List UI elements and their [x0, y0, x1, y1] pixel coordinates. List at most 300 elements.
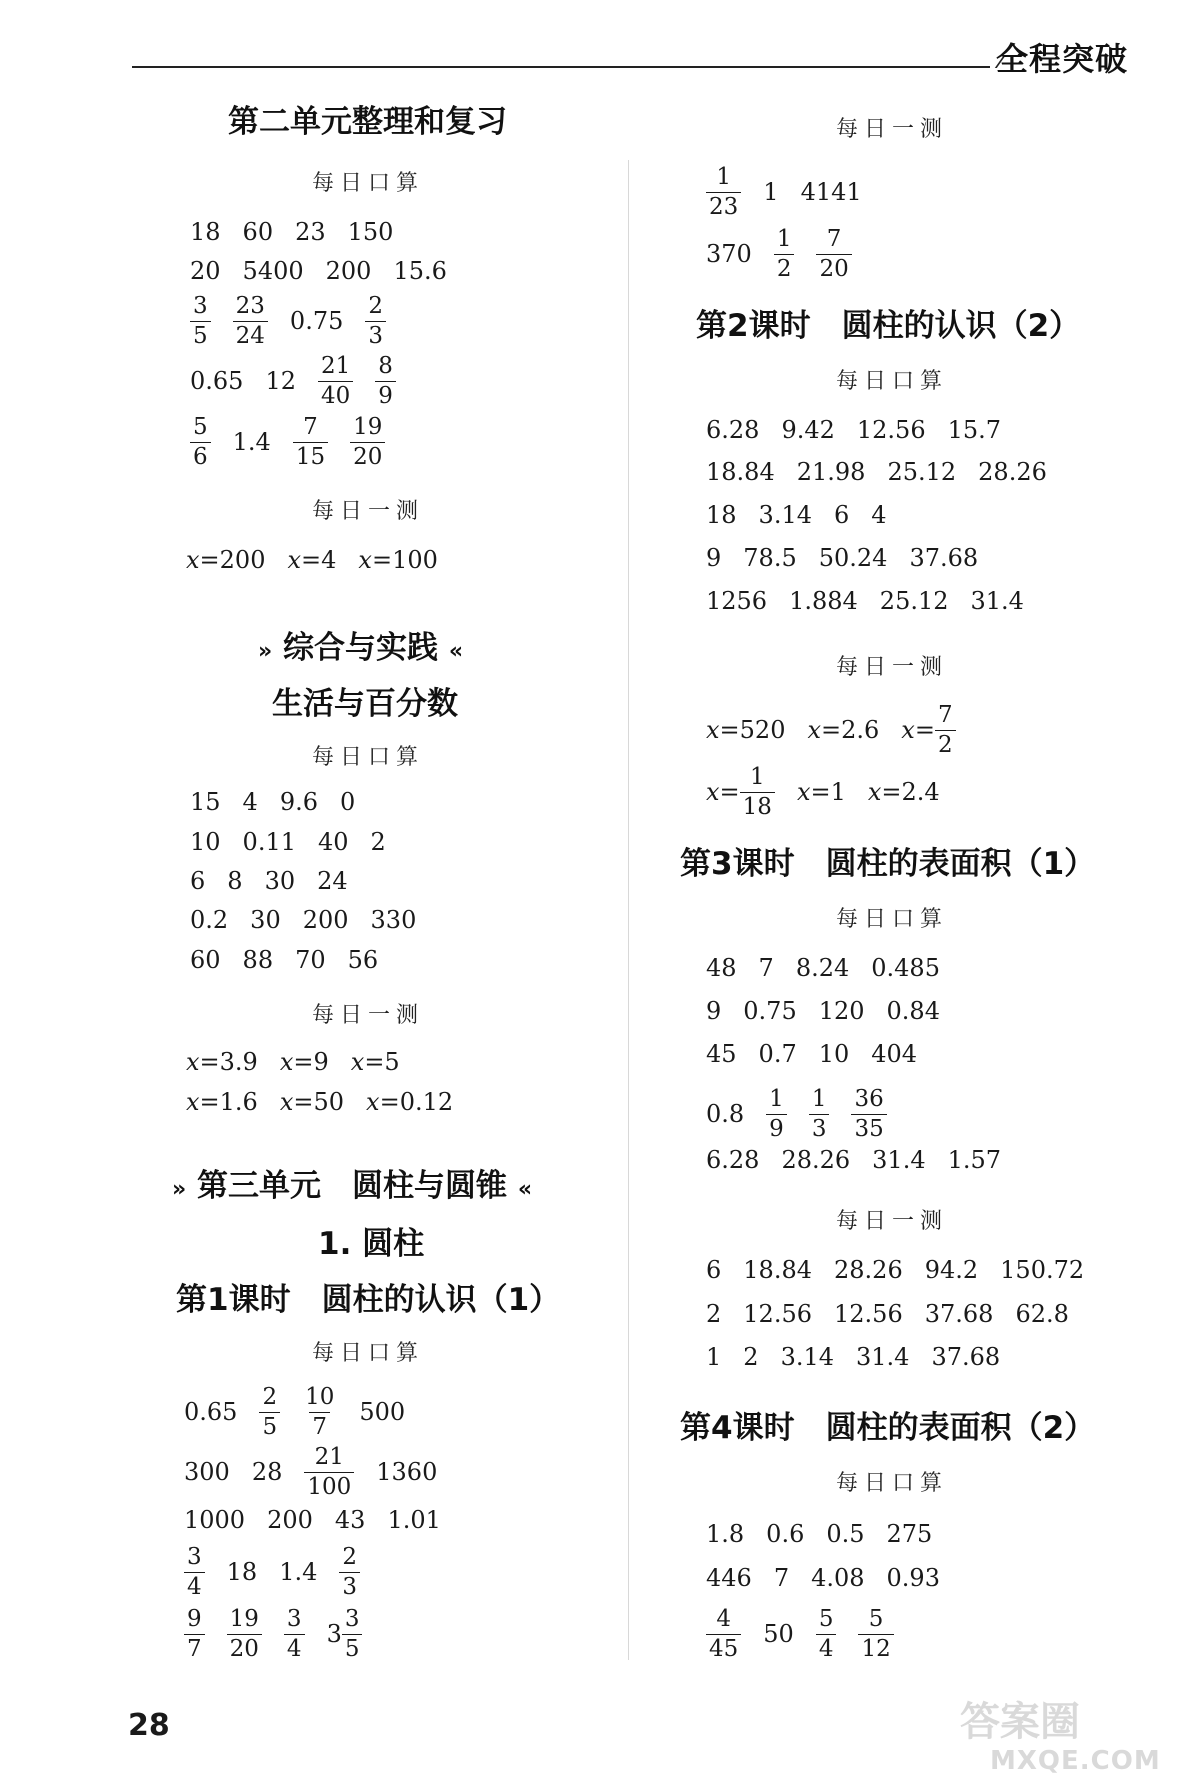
fraction	[809, 1085, 830, 1142]
fraction-stack	[816, 225, 851, 282]
header-rule	[132, 66, 990, 68]
fraction-stack	[706, 1605, 741, 1662]
fraction-denominator: 18	[740, 792, 775, 819]
fraction-numerator: 2	[262, 1383, 278, 1410]
answer-value: 6	[706, 1256, 722, 1284]
answer-row	[706, 1337, 1022, 1377]
answer-value: 10	[818, 1040, 850, 1068]
answer-value: 1360	[376, 1458, 438, 1486]
fraction	[375, 352, 396, 409]
fraction-numerator: 19	[353, 413, 383, 440]
subsection-label: 每日口算	[312, 171, 425, 196]
fraction-numerator: 19	[229, 1605, 259, 1632]
equation-value: 200	[219, 546, 266, 574]
answer-value: 23	[295, 218, 326, 246]
answer-value: 30	[264, 867, 296, 895]
equation-answer	[186, 1048, 258, 1076]
fraction-numerator: 36	[854, 1085, 884, 1112]
answer-row	[706, 1034, 939, 1074]
fraction	[184, 1543, 205, 1600]
fraction-denominator: 35	[851, 1114, 886, 1141]
answer-value: 500	[359, 1398, 406, 1426]
fraction	[284, 1605, 305, 1662]
answer-value: 60	[190, 946, 221, 974]
answer-value: 1.884	[789, 587, 858, 615]
answer-value: 1.01	[387, 1506, 441, 1534]
answer-value: 12.56	[856, 416, 926, 444]
fraction-denominator: 9	[375, 381, 396, 408]
equation-row	[706, 763, 962, 820]
fraction-stack	[816, 1605, 837, 1662]
answer-value: 18	[190, 218, 221, 246]
answer-row	[706, 991, 962, 1031]
fraction-stack	[284, 1605, 305, 1662]
fraction-stack	[302, 1383, 337, 1440]
variable-x: x	[807, 716, 822, 744]
answer-value: 446	[706, 1564, 752, 1592]
answer-value: 50.24	[818, 544, 888, 572]
lesson-title: 第2课时 圆柱的认识（2）	[696, 308, 1081, 344]
answer-value: 18.84	[706, 458, 775, 486]
answer-row	[706, 1294, 1091, 1334]
section-title-text: 第三单元 圆柱与圆锥	[197, 1168, 508, 1204]
answer-row	[190, 251, 469, 291]
answer-value: 330	[370, 906, 417, 934]
fraction	[935, 701, 956, 758]
answer-value: 9.6	[279, 788, 318, 816]
answer-row	[706, 1250, 1106, 1290]
variable-x: x	[186, 1088, 200, 1116]
answer-row	[190, 212, 415, 252]
fraction-stack	[184, 1543, 205, 1600]
fraction-denominator: 6	[190, 442, 211, 469]
answer-value: 70	[295, 946, 326, 974]
answer-value: 4.08	[811, 1564, 865, 1592]
answer-row	[190, 900, 438, 940]
answer-row	[706, 538, 1000, 578]
answer-value: 15.6	[393, 257, 447, 285]
fraction-denominator: 3	[339, 1572, 360, 1599]
subsection-label: 每日口算	[836, 907, 949, 932]
fraction-numerator: 5	[193, 413, 208, 440]
fraction-stack	[190, 413, 211, 470]
subsection-label: 每日一测	[836, 117, 949, 142]
fraction	[339, 1543, 360, 1600]
fraction-stack	[318, 352, 353, 409]
equation-value: 2.4	[901, 778, 940, 806]
fraction-denominator: 7	[309, 1412, 330, 1439]
answer-value: 43	[334, 1506, 366, 1534]
answer-value: 9	[706, 997, 722, 1025]
answer-value: 0	[340, 788, 356, 816]
answer-value: 150.72	[1000, 1256, 1085, 1284]
answer-value: 12.56	[743, 1300, 812, 1328]
answer-row	[706, 581, 1046, 621]
equals-sign: =	[379, 1088, 400, 1116]
fraction	[816, 225, 851, 282]
column-divider	[628, 160, 629, 1660]
answer-value: 200	[267, 1506, 313, 1534]
answer-value: 31.4	[970, 587, 1024, 615]
fraction-denominator: 2	[774, 254, 795, 281]
fraction	[365, 292, 386, 349]
answer-value: 10	[190, 828, 221, 856]
fraction-numerator: 3	[193, 292, 208, 319]
fraction-denominator: 3	[809, 1114, 830, 1141]
answer-value: 1.57	[947, 1146, 1002, 1174]
fraction-denominator: 7	[184, 1634, 205, 1661]
equation-value: 2.6	[841, 716, 880, 744]
section-title	[258, 622, 463, 667]
equation-answer	[868, 778, 940, 806]
answer-value: 40	[317, 828, 349, 856]
answer-value: 50	[763, 1620, 794, 1648]
fraction-stack	[259, 1383, 280, 1440]
equation-value: 4	[321, 546, 337, 574]
equals-sign: =	[914, 716, 935, 744]
answer-value: 2	[706, 1300, 722, 1328]
answer-value: 88	[242, 946, 274, 974]
fraction-denominator: 24	[233, 321, 268, 348]
fraction-denominator: 4	[284, 1634, 305, 1661]
answer-value: 94.2	[924, 1256, 979, 1284]
answer-value: 28	[251, 1458, 283, 1486]
answer-row	[706, 1140, 1023, 1180]
answer-value: 9.42	[781, 416, 835, 444]
subsection-label: 每日一测	[312, 1003, 425, 1028]
watermark-url: MXQE.COM	[990, 1746, 1161, 1776]
fraction-stack	[774, 225, 795, 282]
fraction	[227, 1605, 262, 1662]
answer-value: 12	[265, 367, 296, 395]
equation-answer	[706, 763, 775, 820]
fraction-denominator: 40	[318, 381, 353, 408]
answer-value: 37.68	[931, 1343, 1001, 1371]
fraction-numerator: 7	[937, 701, 953, 728]
answer-value: 0.8	[706, 1100, 745, 1128]
answer-value: 300	[184, 1458, 230, 1486]
watermark-logo: 答案圈	[960, 1699, 1080, 1745]
answer-row	[184, 1383, 427, 1440]
answer-row	[184, 1543, 382, 1600]
answer-value: 28.26	[978, 458, 1047, 486]
answer-value: 4	[242, 788, 258, 816]
answer-row	[706, 948, 962, 988]
answer-row	[706, 163, 884, 220]
answer-value: 275	[886, 1520, 933, 1548]
fraction	[304, 1443, 354, 1500]
answer-value: 24	[317, 867, 348, 895]
equals-sign: =	[293, 1088, 314, 1116]
fraction-denominator: 20	[350, 442, 385, 469]
page-number: 28	[128, 1708, 170, 1743]
answer-value: 1	[763, 178, 779, 206]
answer-row	[706, 1558, 962, 1598]
fraction-numerator: 7	[303, 413, 318, 440]
section-subtitle: 生活与百分数	[272, 686, 458, 722]
answer-value: 78.5	[743, 544, 797, 572]
answer-value: 8.24	[795, 954, 850, 982]
answer-value: 6	[190, 867, 206, 895]
answer-value: 3.14	[758, 501, 812, 529]
answer-value: 45	[706, 1040, 737, 1068]
equation-answer	[280, 1048, 329, 1076]
subsection-label: 每日一测	[312, 499, 425, 524]
equals-sign: =	[301, 546, 322, 574]
fraction-stack	[233, 292, 268, 349]
fraction	[740, 763, 775, 820]
answer-value: 37.68	[924, 1300, 994, 1328]
answer-value: 1	[706, 1343, 722, 1371]
answer-row	[184, 1443, 459, 1500]
fraction	[350, 413, 385, 470]
answer-value: 60	[242, 218, 274, 246]
fraction	[858, 1605, 893, 1662]
fraction-stack	[339, 1543, 360, 1600]
variable-x: x	[186, 1048, 200, 1076]
answer-row	[706, 1514, 954, 1554]
answer-value: 7	[758, 954, 774, 982]
equation-row	[186, 540, 460, 580]
fraction-denominator: 5	[342, 1634, 363, 1661]
equation-value: 3.9	[219, 1048, 258, 1076]
fraction	[706, 1605, 741, 1662]
equation-answer	[186, 1088, 258, 1116]
fraction	[774, 225, 795, 282]
fraction-numerator: 8	[378, 352, 393, 379]
answer-value: 18	[226, 1558, 258, 1586]
answer-row	[706, 1085, 909, 1142]
answer-value: 0.11	[242, 828, 296, 856]
fraction	[766, 1085, 787, 1142]
fraction-denominator: 3	[365, 321, 386, 348]
equals-sign: =	[364, 1048, 385, 1076]
answer-value: 12.56	[834, 1300, 903, 1328]
answer-row	[190, 940, 400, 980]
subsection-label: 每日口算	[836, 1471, 949, 1496]
subsection-label: 每日一测	[836, 655, 949, 680]
answer-row	[190, 413, 407, 470]
fraction	[318, 352, 353, 409]
variable-x: x	[287, 546, 302, 574]
equals-sign: =	[199, 1088, 220, 1116]
equation-value: 50	[313, 1088, 345, 1116]
fraction-numerator: 2	[342, 1543, 357, 1570]
fraction-denominator: 5	[190, 321, 211, 348]
fraction-numerator: 23	[235, 292, 265, 319]
fraction-numerator: 1	[811, 1085, 827, 1112]
answer-row	[184, 1605, 384, 1662]
fraction-numerator: 21	[320, 352, 351, 379]
fraction	[259, 1383, 280, 1440]
answer-value: 2	[370, 828, 386, 856]
fraction-numerator: 5	[868, 1605, 884, 1632]
fraction-numerator: 10	[305, 1383, 335, 1410]
equation-answer	[901, 701, 955, 758]
equation-answer	[797, 778, 846, 806]
fraction-stack	[342, 1605, 363, 1662]
answer-value: 2	[743, 1343, 759, 1371]
fraction-numerator: 1	[749, 763, 765, 790]
answer-value: 0.75	[289, 307, 344, 335]
fraction-stack	[375, 352, 396, 409]
answer-row	[706, 452, 1069, 492]
fraction-stack	[766, 1085, 787, 1142]
variable-x: x	[796, 778, 811, 806]
answer-value: 8	[227, 867, 243, 895]
answer-value: 25.12	[879, 587, 949, 615]
double-arrow-left-icon: «	[448, 639, 464, 664]
answer-row	[190, 352, 418, 409]
section-subtitle: 1. 圆柱	[318, 1226, 425, 1262]
fraction-stack	[740, 763, 775, 820]
equals-sign: =	[821, 716, 842, 744]
answer-value: 21.98	[796, 458, 866, 486]
answer-value: 200	[302, 906, 349, 934]
answer-row	[706, 225, 874, 282]
fraction-stack	[304, 1443, 354, 1500]
equation-answer	[351, 1048, 400, 1076]
answer-value: 25.12	[887, 458, 957, 486]
answer-value: 28.26	[781, 1146, 851, 1174]
fraction-stack	[935, 701, 956, 758]
equals-sign: =	[810, 778, 831, 806]
equation-answer	[358, 546, 437, 574]
variable-x: x	[867, 778, 882, 806]
equation-value: 0.12	[399, 1088, 454, 1116]
answer-value: 62.8	[1015, 1300, 1069, 1328]
fraction-numerator: 7	[826, 225, 842, 252]
fraction	[233, 292, 268, 349]
equation-answer	[280, 1088, 344, 1116]
fraction-numerator: 9	[187, 1605, 202, 1632]
fraction-numerator: 2	[368, 292, 383, 319]
equation-value: 1.6	[219, 1088, 258, 1116]
answer-value: 6	[833, 501, 850, 529]
equals-sign: =	[881, 778, 902, 806]
variable-x: x	[366, 1088, 380, 1116]
double-arrow-right-icon: »	[258, 639, 273, 664]
fraction-denominator: 20	[227, 1634, 262, 1661]
fraction-denominator: 9	[766, 1114, 787, 1141]
equation-value: 100	[392, 546, 438, 574]
section-title: 第二单元整理和复习	[228, 104, 507, 140]
answer-row	[706, 410, 1023, 450]
answer-value: 1256	[706, 587, 768, 615]
answer-value: 120	[818, 997, 865, 1025]
answer-value: 404	[871, 1040, 918, 1068]
fraction-stack	[227, 1605, 262, 1662]
fraction	[184, 1605, 205, 1662]
fraction-denominator: 100	[304, 1472, 354, 1499]
section-title-text: 综合与实践	[283, 630, 439, 666]
answer-row	[184, 1500, 463, 1540]
fraction-denominator: 4	[816, 1634, 837, 1661]
answer-value: 56	[347, 946, 379, 974]
fraction-numerator: 4	[716, 1605, 731, 1632]
variable-x: x	[358, 546, 372, 574]
lesson-title: 第1课时 圆柱的认识（1）	[176, 1282, 561, 1318]
fraction	[190, 292, 211, 349]
answer-value: 0.5	[826, 1520, 865, 1548]
answer-value: 7	[773, 1564, 790, 1592]
fraction-denominator: 2	[935, 730, 956, 757]
equation-value: 520	[739, 716, 786, 744]
variable-x: x	[186, 546, 200, 574]
fraction-numerator: 5	[818, 1605, 834, 1632]
fraction-stack	[190, 292, 211, 349]
fraction-whole: 3	[326, 1620, 342, 1648]
answer-value: 1.4	[232, 428, 271, 456]
answer-value: 6.28	[706, 1146, 760, 1174]
answer-value: 4	[871, 501, 887, 529]
fraction	[326, 1605, 363, 1662]
answer-value: 18	[706, 501, 737, 529]
equation-answer	[366, 1088, 453, 1116]
equals-sign: =	[199, 1048, 220, 1076]
fraction-denominator: 4	[184, 1572, 205, 1599]
answer-value: 37.68	[909, 544, 979, 572]
double-arrow-right-icon: »	[172, 1177, 187, 1202]
subsection-label: 每日口算	[836, 369, 949, 394]
answer-value: 28.26	[834, 1256, 903, 1284]
fraction-numerator: 3	[187, 1543, 202, 1570]
answer-value: 0.75	[743, 997, 797, 1025]
variable-x: x	[706, 716, 720, 744]
answer-value: 0.485	[871, 954, 940, 982]
fraction-numerator: 1	[769, 1085, 784, 1112]
answer-value: 18.84	[743, 1256, 812, 1284]
fraction-stack	[706, 163, 741, 220]
answer-value: 200	[325, 257, 372, 285]
answer-value: 15.7	[947, 416, 1002, 444]
fraction	[851, 1085, 886, 1142]
equals-sign: =	[719, 778, 740, 806]
fraction-numerator: 1	[716, 163, 731, 190]
fraction-stack	[350, 413, 385, 470]
answer-value: 0.93	[886, 1564, 940, 1592]
lesson-title: 第3课时 圆柱的表面积（1）	[680, 846, 1096, 882]
fraction	[816, 1605, 837, 1662]
answer-value: 1000	[184, 1506, 246, 1534]
equation-row	[186, 1082, 475, 1122]
fraction-denominator: 15	[293, 442, 328, 469]
answer-value: 0.65	[190, 367, 244, 395]
fraction-numerator: 3	[344, 1605, 360, 1632]
fraction-denominator: 5	[259, 1412, 280, 1439]
answer-value: 6.28	[706, 416, 760, 444]
equals-sign: =	[719, 716, 740, 744]
equation-value: 1	[830, 778, 846, 806]
fraction-denominator: 45	[706, 1634, 741, 1661]
fraction-stack	[293, 413, 328, 470]
equation-answer	[287, 546, 336, 574]
equation-row	[186, 1042, 422, 1082]
answer-row	[190, 822, 408, 862]
answer-value: 0.7	[758, 1040, 797, 1068]
answer-value: 31.4	[856, 1343, 910, 1371]
subsection-label: 每日一测	[836, 1209, 949, 1234]
lesson-title: 第4课时 圆柱的表面积（2）	[680, 1410, 1096, 1446]
fraction-stack	[809, 1085, 830, 1142]
answer-value: 30	[250, 906, 281, 934]
fraction-stack	[184, 1605, 205, 1662]
answer-value: 20	[190, 257, 221, 285]
double-arrow-left-icon: «	[517, 1177, 533, 1202]
fraction-denominator: 20	[816, 254, 851, 281]
answer-value: 150	[347, 218, 394, 246]
brand-title: 全程突破	[996, 40, 1129, 78]
